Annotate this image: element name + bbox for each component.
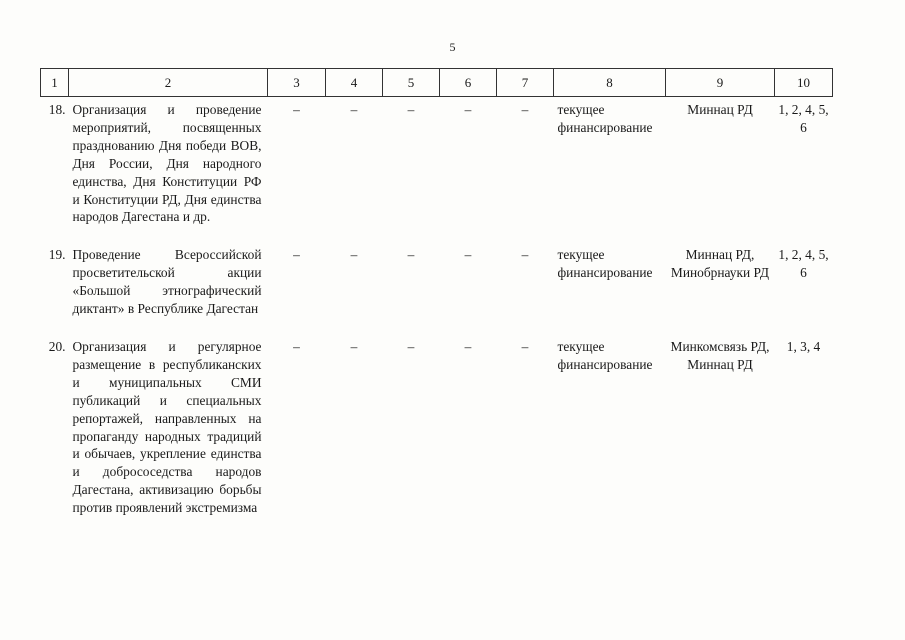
col-header-2: 2 — [69, 69, 268, 97]
year-cell: – — [407, 247, 415, 263]
year-cell: – — [521, 338, 529, 354]
year-cell: – — [464, 338, 472, 354]
col-header-6: 6 — [440, 69, 497, 97]
table-row — [41, 338, 833, 537]
year-cell: – — [350, 102, 358, 117]
expected-results: 1, 3, 4 — [786, 338, 821, 354]
measures-table — [40, 68, 833, 537]
year-cell: – — [293, 102, 300, 117]
measure-description: Организация и проведение мероприятий, посвященных празднованию Дня победи ВОВ, Дня России, Дня народного единства, Дня Конституции РФ и Конституции РД, Дня единства народов Дагестана и др. — [72, 102, 262, 225]
col-header-8: 8 — [554, 69, 666, 97]
col-header-9: 9 — [666, 69, 775, 97]
responsible-agency: Миннац РД, Минобрнауки РД — [670, 247, 770, 281]
responsible-agency: Миннац РД — [687, 102, 753, 117]
page-number: 5 — [449, 40, 456, 54]
col-header-7: 7 — [497, 69, 554, 97]
year-cell: – — [293, 247, 300, 263]
financing-source: текущее финансирование — [557, 247, 653, 281]
financing-source: текущее финансирование — [557, 338, 653, 372]
year-cell: – — [521, 102, 529, 117]
row-number: 19. — [48, 247, 66, 263]
col-header-3: 3 — [268, 69, 326, 97]
measure-description: Организация и регулярное размещение в республиканских и муниципальных СМИ публикаций и специальных репортажей, направленных на пропаганду народных традиций и обычаев, укрепление единства и добрососедства народов Дагестана, активизацию борьбы против проявлений экстремизма — [72, 338, 262, 516]
table-row — [41, 97, 833, 247]
financing-source: текущее финансирование — [557, 102, 653, 135]
year-cell: – — [464, 247, 472, 263]
table-row — [41, 246, 833, 338]
year-cell: – — [521, 247, 529, 263]
year-cell: – — [350, 247, 358, 263]
year-cell: – — [293, 338, 300, 354]
expected-results: 1, 2, 4, 5, 6 — [778, 247, 829, 281]
row-number: 18. — [48, 102, 66, 117]
row-number: 20. — [48, 338, 66, 354]
col-header-1: 1 — [41, 69, 69, 97]
year-cell: – — [350, 338, 358, 354]
col-header-5: 5 — [383, 69, 440, 97]
year-cell: – — [407, 338, 415, 354]
header-row — [41, 69, 833, 97]
responsible-agency: Минкомсвязь РД, Миннац РД — [670, 338, 770, 372]
year-cell: – — [464, 102, 472, 117]
expected-results: 1, 2, 4, 5, 6 — [778, 102, 829, 135]
measure-description: Проведение Всероссийской просветительской акции «Большой этнографический диктант» в Республике Дагестан — [72, 247, 262, 317]
year-cell: – — [407, 102, 415, 117]
col-header-4: 4 — [326, 69, 383, 97]
col-header-10: 10 — [775, 69, 833, 97]
